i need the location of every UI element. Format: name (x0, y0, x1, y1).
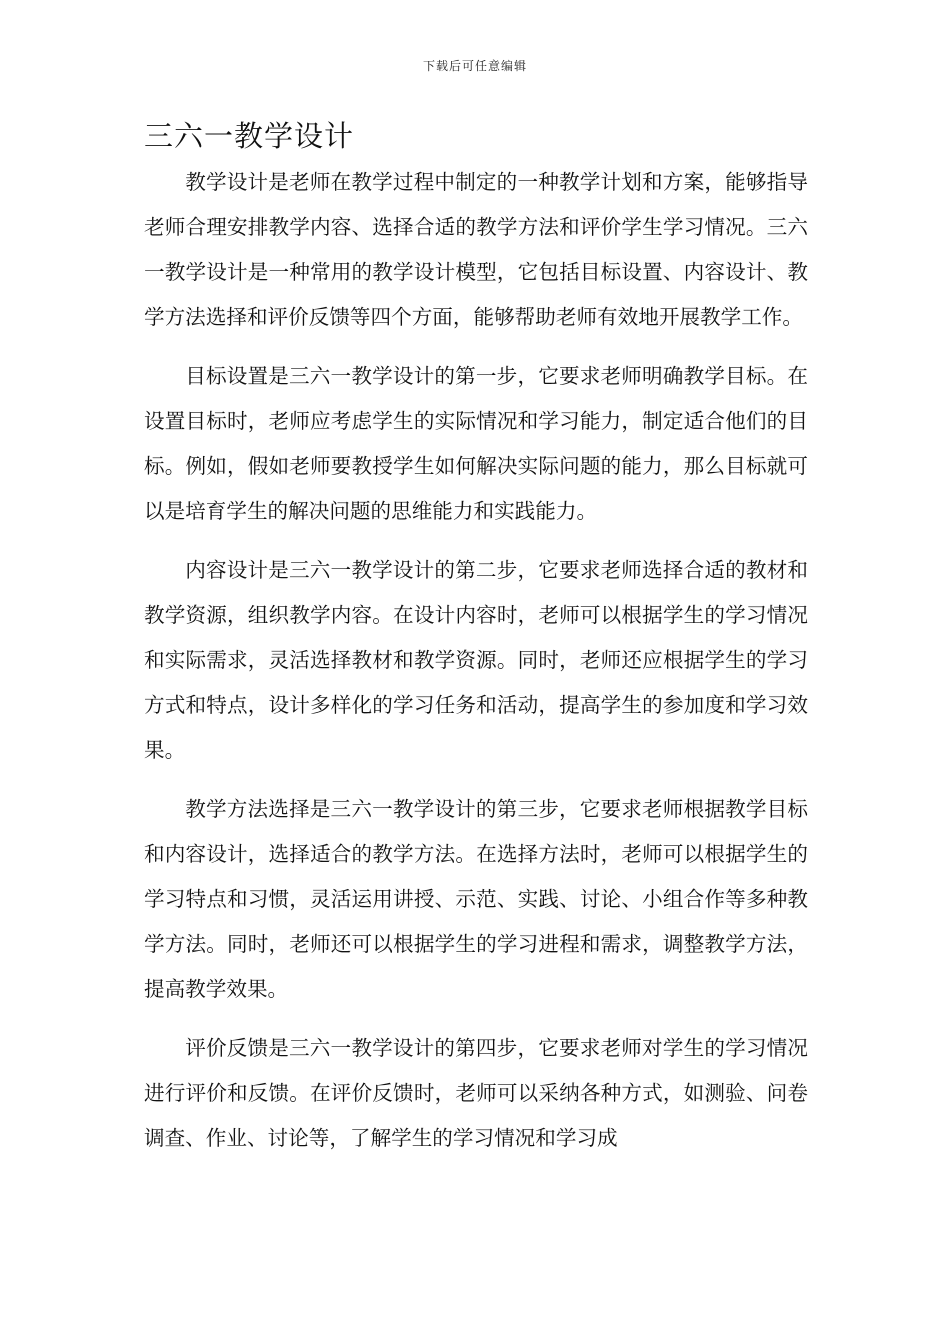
paragraph-goal-setting: 目标设置是三六一教学设计的第一步，它要求老师明确教学目标。在设置目标时，老师应考虑学生的实际情况和学习能力，制定适合他们的目标。例如，假如老师要教授学生如何解决实际问题的能力，那么目标就可以是培育学生的解决问题的思维能力和实践能力。 (144, 364, 808, 523)
paragraph-content-design: 内容设计是三六一教学设计的第二步，它要求老师选择合适的教材和教学资源，组织教学内容。在设计内容时，老师可以根据学生的学习情况和实际需求，灵活选择教材和教学资源。同时，老师还应根据学生的学习方式和特点，设计多样化的学习任务和活动，提高学生的参加度和学习效果。 (144, 558, 808, 762)
paragraph-evaluation-feedback: 评价反馈是三六一教学设计的第四步，它要求老师对学生的学习情况进行评价和反馈。在评价反馈时，老师可以采纳各种方式，如测验、问卷调查、作业、讨论等，了解学生的学习情况和学习成 (144, 1036, 808, 1150)
document-body (144, 160, 808, 1175)
header-note: 下载后可任意编辑 (422, 59, 527, 73)
paragraph-intro: 教学设计是老师在教学过程中制定的一种教学计划和方案，能够指导老师合理安排教学内容、选择合适的教学方法和评价学生学习情况。三六一教学设计是一种常用的教学设计模型，它包括目标设置、内容设计、教学方法选择和评价反馈等四个方面，能够帮助老师有效地开展教学工作。 (144, 170, 808, 329)
document-title: 三六一教学设计 (144, 119, 355, 153)
paragraph-method-selection: 教学方法选择是三六一教学设计的第三步，它要求老师根据教学目标和内容设计，选择适合的教学方法。在选择方法时，老师可以根据学生的学习特点和习惯，灵活运用讲授、示范、实践、讨论、小组合作等多种教学方法。同时，老师还可以根据学生的学习进程和需求，调整教学方法，提高教学效果。 (144, 797, 808, 1001)
